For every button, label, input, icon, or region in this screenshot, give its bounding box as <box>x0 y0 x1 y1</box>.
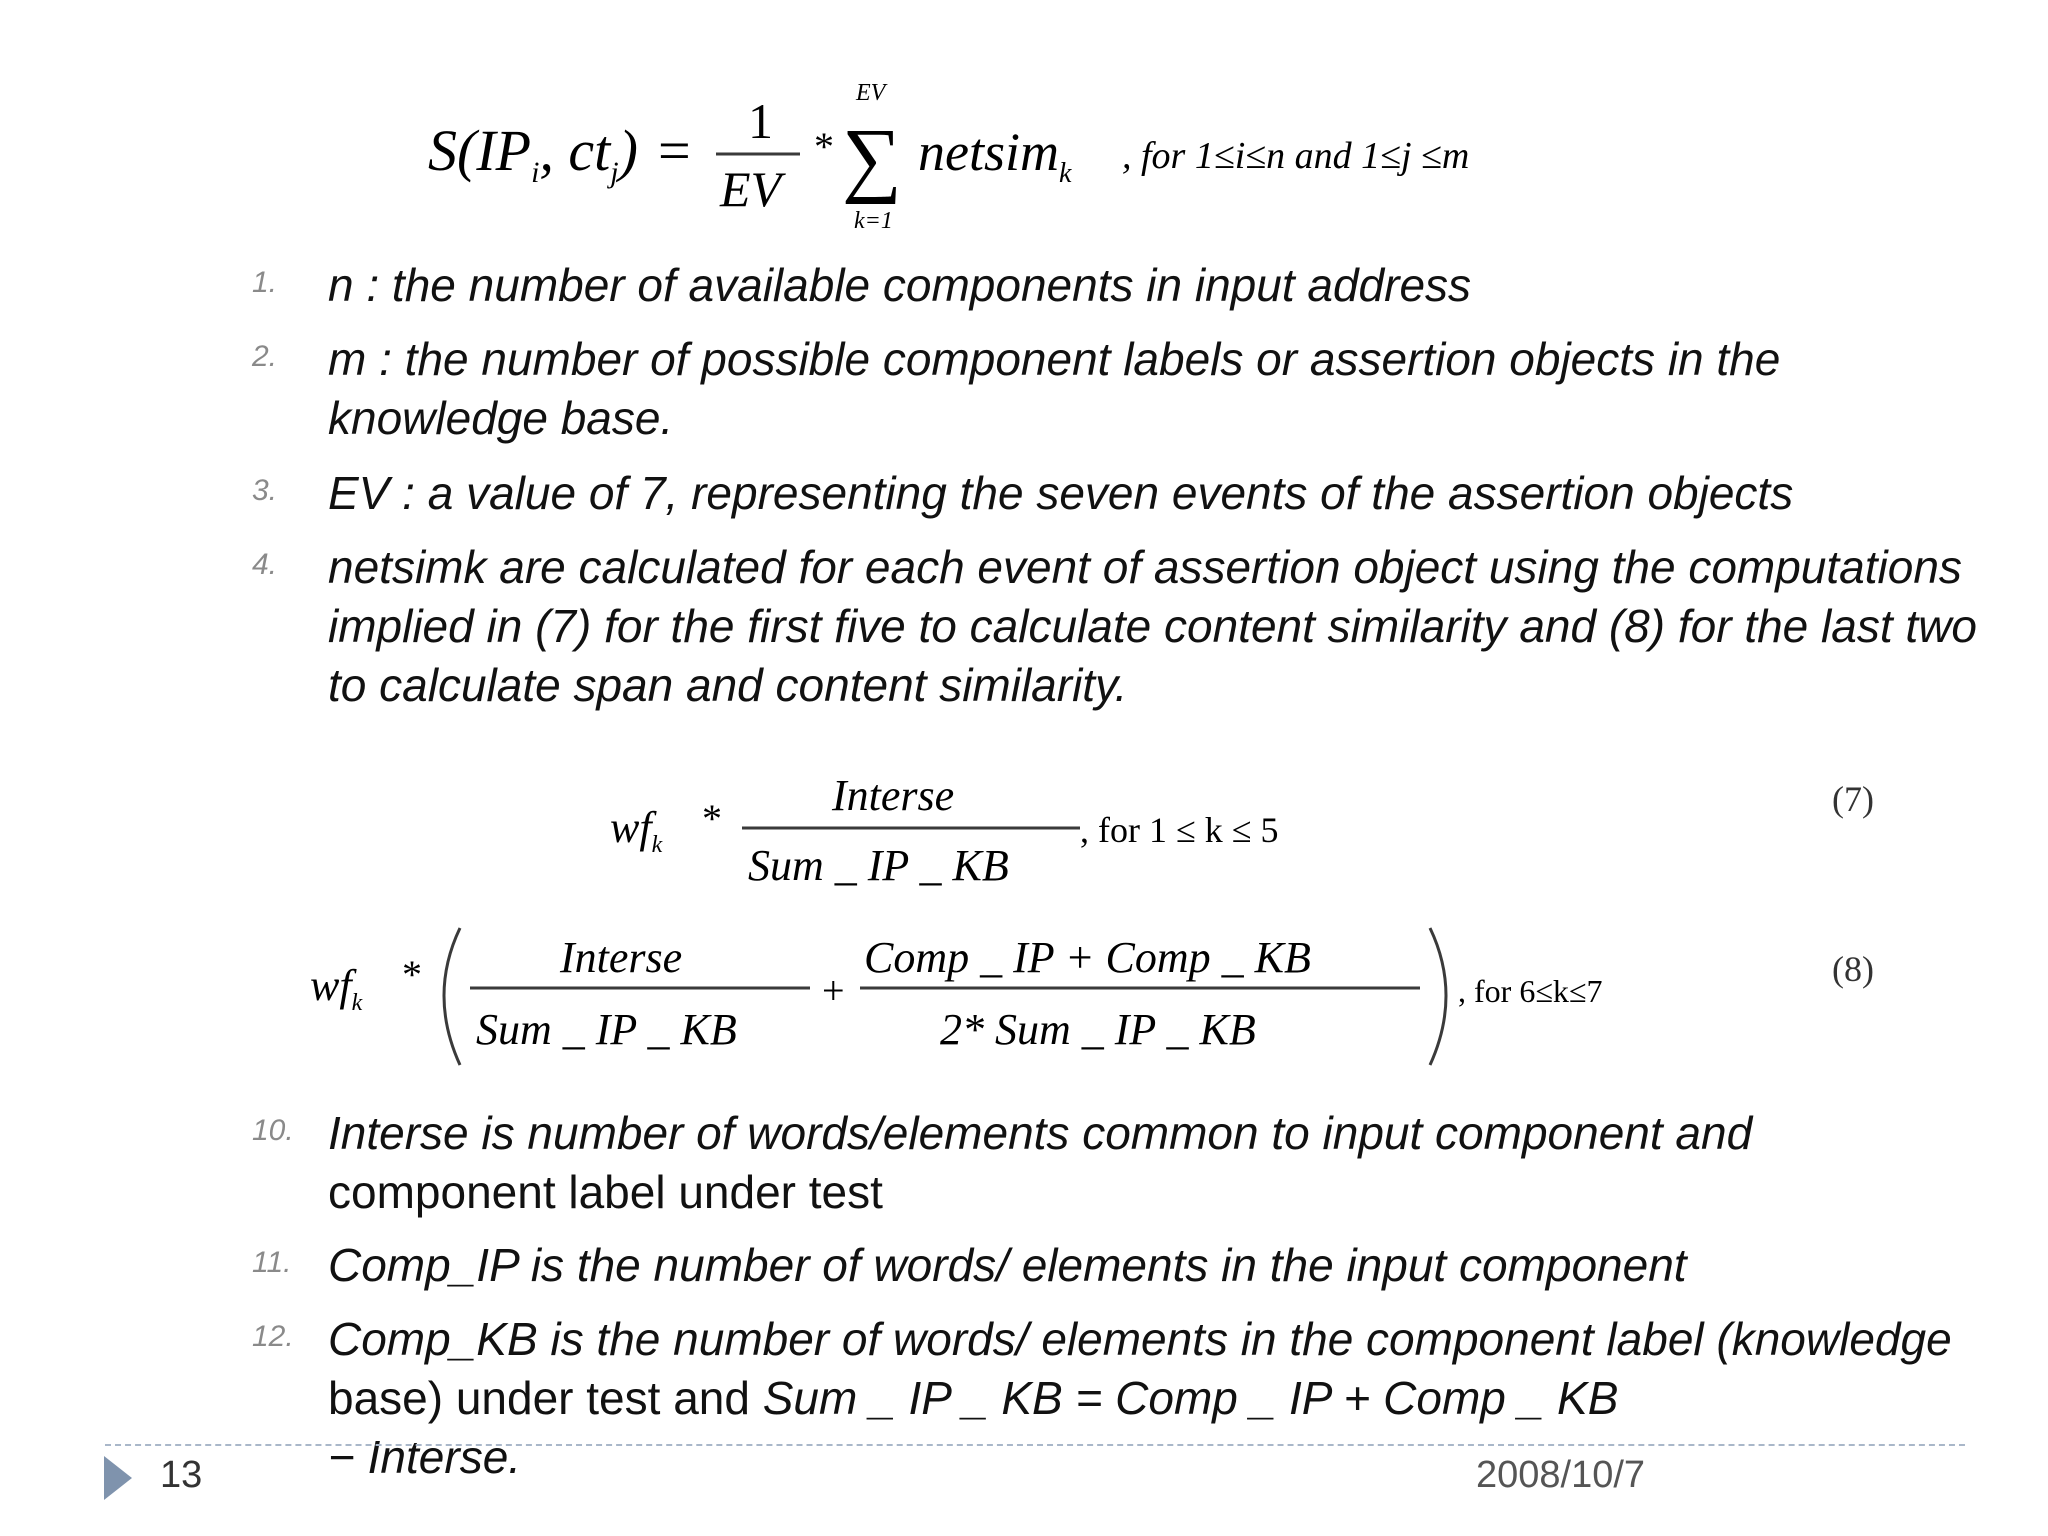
list-number: 1. <box>252 266 278 299</box>
list-text: Interse is number of words/elements common to input component and component label under test <box>328 1107 1753 1218</box>
eq7-times: * <box>702 796 722 841</box>
list-number: 3. <box>252 474 278 507</box>
list-text: Comp_IP is the number of words/ elements in the input component <box>328 1239 1687 1291</box>
list-number: 12. <box>252 1320 294 1353</box>
eq7-prefix: wf <box>610 803 652 852</box>
formula-frac-num: 1 <box>748 93 773 149</box>
list-text: EV : a value of 7, representing the seven events of the assertion objects <box>328 467 1794 519</box>
svg-text:wfk: $wf_k$ <box>610 803 663 858</box>
slide-date: 2008/10/7 <box>1476 1454 1646 1496</box>
formula-equals: = <box>658 118 691 183</box>
footer-divider <box>105 1444 1965 1446</box>
formula-condition: , for 1≤i≤n and 1≤j ≤m <box>1122 135 1470 177</box>
list-number: 4. <box>252 548 278 581</box>
play-triangle-icon <box>104 1456 132 1500</box>
equation-7-number: (7) <box>1832 779 1874 819</box>
svg-text:S(IPi, ctj): $S(IP_i$, $ct_j$) <box>428 118 638 189</box>
equation-8 <box>310 920 1710 1070</box>
list-number: 10. <box>252 1114 294 1147</box>
eq8-numerator-1: Interse <box>560 933 683 982</box>
sum-upper: EV <box>856 80 886 106</box>
equation-7 <box>610 770 1410 890</box>
list-text: netsimk are calculated for each event of assertion object using the computations implied in (7) for the first five to calculate content similarity and (8) for the last two to calculate span and content similarity. <box>328 541 1977 711</box>
similarity-formula <box>428 78 1648 238</box>
eq7-condition: , for 1 ≤ k ≤ 5 <box>1080 810 1279 850</box>
sum-lower: k=1 <box>854 208 893 234</box>
sum-symbol: ∑ <box>842 112 902 205</box>
formula-term: netsim <box>918 122 1059 182</box>
list-number: 11. <box>252 1246 292 1279</box>
svg-text:netsimk: netsim$_k$ <box>918 122 1072 189</box>
equation-8-number: (8) <box>1832 949 1874 989</box>
list-text: Comp_KB is the number of words/ elements in the component label (knowledge base) under test and Sum _ IP _ KB = Comp _ IP + Comp _ KB − Interse. <box>328 1313 1952 1483</box>
svg-text:wfk: $wf_k$ <box>310 961 363 1016</box>
list-text: m : the number of possible component labels or assertion objects in the knowledge base. <box>328 333 1781 444</box>
eq8-denominator-1: Sum _ IP _ KB <box>476 1005 737 1054</box>
formula-times: * <box>814 124 834 169</box>
list-number: 2. <box>252 340 278 373</box>
list-text: n : the number of available components in input address <box>328 259 1472 311</box>
eq8-denominator-2: 2* Sum _ IP _ KB <box>940 1005 1256 1054</box>
eq7-numerator: Interse <box>832 771 955 820</box>
eq8-plus: + <box>822 968 845 1013</box>
eq8-prefix: wf <box>310 961 352 1010</box>
eq8-condition: , for 6≤k≤7 <box>1458 973 1603 1009</box>
formula-frac-den: EV <box>720 161 782 217</box>
eq7-denominator: Sum _ IP _ KB <box>748 841 1009 890</box>
eq8-numerator-2: Comp _ IP + Comp _ KB <box>864 933 1311 982</box>
page-number: 13 <box>160 1454 203 1496</box>
formula-lhs: S(IP <box>428 118 532 183</box>
eq8-times: * <box>402 952 422 997</box>
